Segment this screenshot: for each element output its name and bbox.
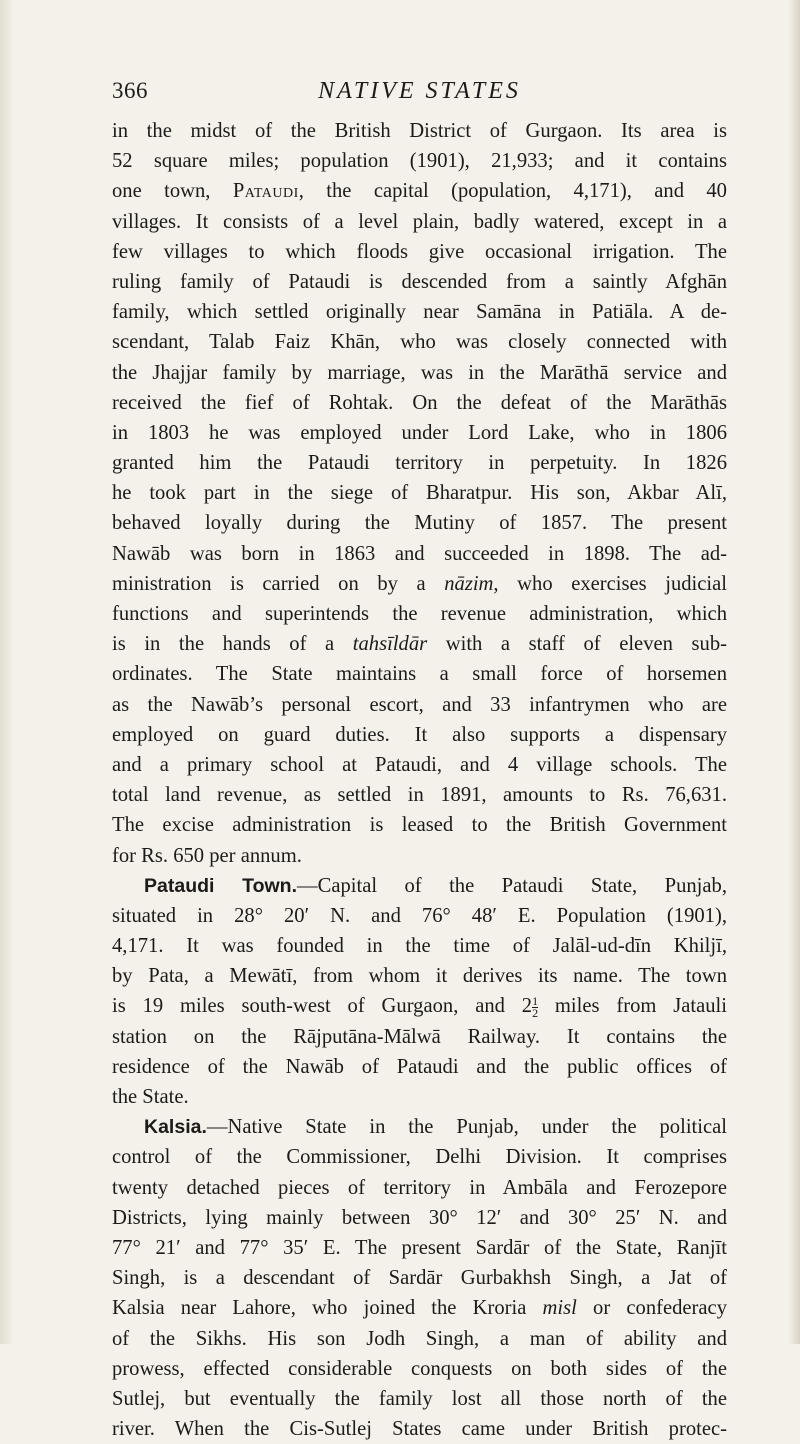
text-line: Districts, lying mainly between 30° 12′ and 30° 25′ N. and bbox=[112, 1206, 727, 1229]
text-line bbox=[112, 871, 727, 901]
text-line bbox=[112, 1112, 727, 1142]
text-line: prowess, effected considerable conquests on both sides of the bbox=[112, 1357, 727, 1380]
text-line bbox=[112, 569, 727, 599]
entry-heading-kalsia: Kalsia. bbox=[144, 1116, 207, 1139]
text-line: Singh, is a descendant of Sardār Gurbakhsh Singh, a Jat of bbox=[112, 1267, 727, 1290]
text-line: in the midst of the British District of Gurgaon. Its area is bbox=[112, 120, 727, 142]
text-line: and a primary school at Pataudi, and 4 village schools. The bbox=[112, 753, 727, 776]
text-line bbox=[112, 629, 727, 659]
text-line: Sutlej, but eventually the family lost all those north of the bbox=[112, 1387, 727, 1410]
entry-heading-pataudi-town: Pataudi Town. bbox=[144, 874, 297, 897]
text-line: river. When the Cis-Sutlej States came under British protec- bbox=[112, 1418, 727, 1441]
text-line: scendant, Talab Faiz Khān, who was closely connected with bbox=[112, 331, 727, 354]
running-title: NATIVE STATES bbox=[318, 78, 521, 104]
text-line: 77° 21′ and 77° 35′ E. The present Sardār of the State, Ranjīt bbox=[112, 1236, 727, 1259]
text-line: the Jhajjar family by marriage, was in the Marāthā service and bbox=[112, 361, 727, 384]
text-line: he took part in the siege of Bharatpur. His son, Akbar Alī, bbox=[112, 482, 727, 505]
text-run: , the capital (population, 4,171), and 40 bbox=[298, 180, 727, 203]
text-line: granted him the Pataudi territory in perpetuity. In 1826 bbox=[112, 452, 727, 475]
body-text bbox=[112, 116, 727, 1444]
text-line: 52 square miles; population (1901), 21,933; and it contains bbox=[112, 150, 727, 173]
text-line: ruling family of Pataudi is descended from a saintly Afghān bbox=[112, 270, 727, 293]
page-number: 366 bbox=[112, 78, 148, 103]
text-line: total land revenue, as settled in 1891, amounts to Rs. 76,631. bbox=[112, 784, 727, 807]
italic-term: nāzim bbox=[444, 572, 494, 595]
text-line: control of the Commissioner, Delhi Division. It comprises bbox=[112, 1146, 727, 1169]
text-line: of the Sikhs. His son Jodh Singh, a man of ability and bbox=[112, 1327, 727, 1350]
text-line: ordinates. The State maintains a small force of horsemen bbox=[112, 663, 727, 686]
text-line bbox=[112, 1293, 727, 1323]
text-line: for Rs. 650 per annum. bbox=[112, 844, 302, 867]
text-line: station on the Rājputāna-Mālwā Railway. It contains the bbox=[112, 1025, 727, 1048]
text-run: ministration is carried on by a bbox=[112, 572, 445, 595]
text-line: 4,171. It was founded in the time of Jalāl-ud-dīn Khiljī, bbox=[112, 935, 727, 958]
text-run: —Capital of the Pataudi State, Punjab, bbox=[297, 874, 727, 897]
page-header bbox=[112, 78, 727, 110]
text-line: in 1803 he was employed under Lord Lake, who in 1806 bbox=[112, 421, 727, 444]
small-caps-place-name: Pataudi bbox=[232, 180, 299, 203]
text-run: is 19 miles south-west of Gurgaon, and 2 bbox=[112, 995, 533, 1018]
text-line: The excise administration is leased to the British Government bbox=[112, 814, 727, 837]
fraction-numerator: 1 bbox=[532, 994, 539, 1009]
italic-term: misl bbox=[542, 1297, 577, 1320]
text-line: functions and superintends the revenue administration, which bbox=[112, 603, 727, 625]
text-line: as the Nawāb’s personal escort, and 33 infantrymen who are bbox=[112, 693, 727, 716]
text-line bbox=[112, 991, 727, 1021]
text-line: villages. It consists of a level plain, badly watered, except in a bbox=[112, 210, 727, 233]
text-line: the State. bbox=[112, 1086, 189, 1108]
text-run: is in the hands of a bbox=[112, 633, 353, 656]
text-line: behaved loyally during the Mutiny of 1857. The present bbox=[112, 512, 727, 535]
text-line: situated in 28° 20′ N. and 76° 48′ E. Population (1901), bbox=[112, 904, 727, 927]
fraction-denominator: 2 bbox=[532, 1006, 539, 1021]
text-run: one town, bbox=[112, 180, 233, 203]
text-line: employed on guard duties. It also supports a dispensary bbox=[112, 723, 727, 746]
text-line: residence of the Nawāb of Pataudi and the public offices of bbox=[112, 1055, 727, 1078]
text-run: miles from Jatauli bbox=[538, 995, 727, 1018]
text-run: Kalsia near Lahore, who joined the Kroria bbox=[112, 1297, 543, 1320]
text-run: —Native State in the Punjab, under the political bbox=[206, 1116, 727, 1139]
text-run: with a staff of eleven sub- bbox=[427, 633, 727, 656]
text-line: received the fief of Rohtak. On the defeat of the Marāthās bbox=[112, 391, 727, 414]
text-line: Nawāb was born in 1863 and succeeded in 1898. The ad- bbox=[112, 542, 727, 565]
italic-term: tahsīldār bbox=[352, 633, 428, 656]
text-run: , who exercises judicial bbox=[493, 572, 727, 595]
page-edge-right bbox=[788, 0, 800, 1344]
text-run: or confederacy bbox=[576, 1297, 727, 1320]
page-edge-left bbox=[0, 0, 14, 1344]
text-line: family, which settled originally near Samāna in Patiāla. A de- bbox=[112, 301, 727, 324]
text-line: by Pata, a Mewātī, from whom it derives its name. The town bbox=[112, 965, 727, 988]
text-line: few villages to which floods give occasional irrigation. The bbox=[112, 240, 727, 263]
text-line bbox=[112, 176, 727, 206]
text-line: twenty detached pieces of territory in Ambāla and Ferozepore bbox=[112, 1176, 727, 1199]
